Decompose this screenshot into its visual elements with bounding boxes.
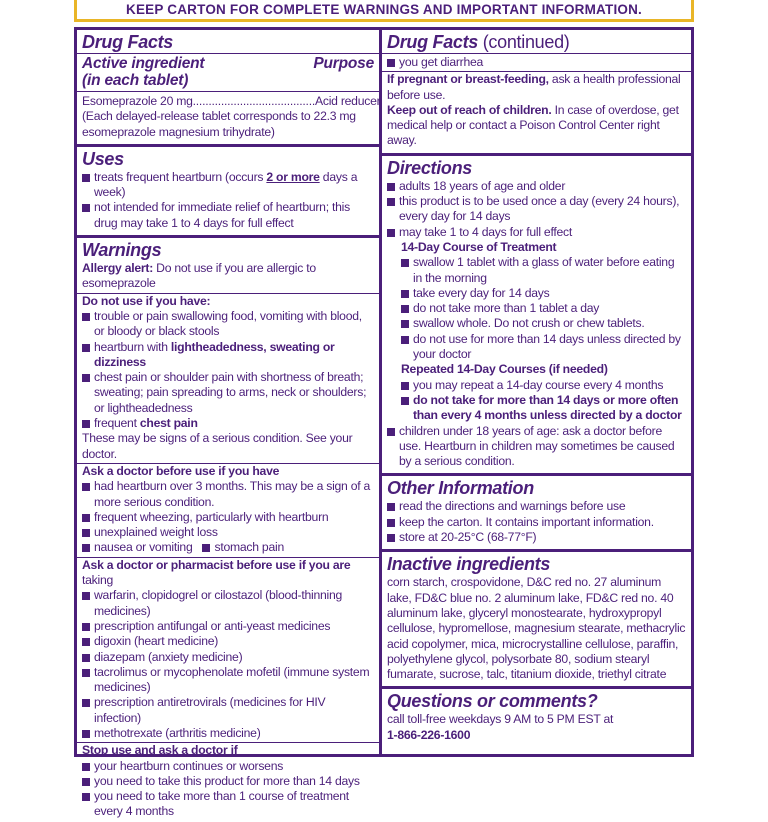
ask-doctor-list <box>82 479 374 540</box>
allergy-alert <box>77 261 379 294</box>
active-ingredient-section <box>77 30 379 147</box>
list-item: do not take for more than 14 days or more often than every 4 months unless directed by a doctor <box>401 393 686 424</box>
active-ingredient-heading: Active ingredient <box>82 55 205 72</box>
pharmacist-list <box>77 588 379 743</box>
children-text: In case of overdose, get medical help or contact a Poison Control Center right away. <box>387 102 679 148</box>
donot4-text: frequent <box>94 416 140 431</box>
list-item: warfarin, clopidogrel or cilostazol (blood-thinning medicines) <box>82 588 374 619</box>
list-item: take every day for 14 days <box>401 286 686 301</box>
ask-doctor-heading: Ask a doctor before use if you have <box>82 463 280 478</box>
list-item: digoxin (heart medicine) <box>82 634 374 649</box>
list-item: read the directions and warnings before use <box>387 499 686 514</box>
warning-banner <box>74 0 694 22</box>
pregnancy-text: ask a health professional before use. <box>387 72 681 102</box>
list-item: children under 18 years of age: ask a doctor before use. Heartburn in children may sometimes be caused by a serious condition. <box>387 424 686 470</box>
ingredient-purpose: Acid reducer <box>314 94 381 108</box>
list-item: nausea or vomiting <box>82 540 192 555</box>
list-item: not intended for immediate relief of heartburn; this drug may take 1 to 4 days for full effect <box>82 200 374 231</box>
drug-facts-title: Drug Facts <box>77 32 379 54</box>
uses-list <box>82 170 374 231</box>
list-item: do not use for more than 14 days unless directed by your doctor <box>401 332 686 363</box>
other-information-section <box>382 476 691 552</box>
list-item <box>82 170 374 201</box>
list-item: adults 18 years of age and older <box>387 179 686 194</box>
serious-condition-note: These may be signs of a serious condition. See your doctor. <box>77 431 379 464</box>
list-item <box>82 416 374 431</box>
course-heading: 14-Day Course of Treatment <box>401 239 557 254</box>
pharmacist-heading-tail: taking <box>82 573 114 588</box>
inactive-ingredients-section <box>382 552 691 689</box>
pregnancy-label: If pregnant or breast-feeding, <box>387 72 549 87</box>
list-item: chest pain or shoulder pain with shortness of breath; sweating; pain spreading to arms, neck or shoulders; or lightheadedness <box>82 370 374 416</box>
active-heading-row <box>82 55 374 72</box>
uses-item1-tail: days a week) <box>94 169 358 200</box>
list-item <box>82 340 374 371</box>
inactive-ingredients-text: corn starch, crospovidone, D&C red no. 27 aluminum lake, FD&C blue no. 2 aluminum lake, FD&C red no. 40 aluminum lake, glyceryl monostearate, hydroxypropyl cellulose, hypromellose, magnesium stearate, methacrylic acid copolymer, mica, microcrystalline cellulose, paraffin, polyethylene glycol, polysorbate 80, sodium stearyl fumarate, sucrose, talc, titanium dioxide, triethyl citrate <box>387 575 686 682</box>
allergy-label: Allergy alert: <box>82 261 154 276</box>
continued-section <box>382 30 691 156</box>
ask-doctor-split-row <box>77 540 379 557</box>
list-item: you need to take this product for more than 14 days <box>82 774 374 789</box>
drug-facts-left-panel <box>74 27 382 819</box>
list-item: may take 1 to 4 days for full effect <box>387 225 686 240</box>
uses-heading: Uses <box>82 148 124 169</box>
list-item: you may repeat a 14-day course every 4 months <box>401 378 686 393</box>
donot2-bold: lightheadedness, sweating or dizziness <box>94 339 335 369</box>
list-item: swallow 1 tablet with a glass of water before eating in the morning <box>401 255 686 286</box>
other-information-heading: Other Information <box>387 478 534 499</box>
list-item: frequent wheezing, particularly with heartburn <box>82 510 374 525</box>
list-item: keep the carton. It contains important information. <box>387 515 686 530</box>
repeat-list <box>401 378 686 424</box>
phone-number: 1-866-226-1600 <box>387 727 471 742</box>
warnings-section <box>77 238 379 822</box>
stop-use-list <box>82 759 374 820</box>
list-item: unexplained weight loss <box>82 525 374 540</box>
directions-section <box>382 156 691 477</box>
continued-title-text: Drug Facts <box>387 32 479 52</box>
uses-item1-bold: 2 or more <box>266 169 320 184</box>
list-item: trouble or pain swallowing food, vomiting with blood, or bloody or black stools <box>82 309 374 340</box>
ingredient-name: Esomeprazole 20 mg....................................... <box>82 94 315 108</box>
list-item: methotrexate (arthritis medicine) <box>82 726 374 741</box>
list-item: diazepam (anxiety medicine) <box>82 650 374 665</box>
ingredient-row <box>82 94 381 109</box>
list-item: this product is to be used once a day (every 24 hours), every day for 14 days <box>387 194 686 225</box>
do-not-use-list <box>82 309 374 431</box>
directions-list <box>387 179 686 240</box>
pharmacist-heading <box>82 558 374 589</box>
list-item: swallow whole. Do not crush or chew tablets. <box>401 316 686 331</box>
uses-section <box>77 147 379 238</box>
list-item: tacrolimus or mycophenolate mofetil (immune system medicines) <box>82 665 374 696</box>
ingredient-note: (Each delayed-release tablet corresponds to 22.3 mg esomeprazole magnesium trihydrate) <box>82 109 356 139</box>
questions-section <box>382 689 691 745</box>
inactive-ingredients-heading: Inactive ingredients <box>387 554 551 575</box>
drug-facts-continued-title <box>382 32 691 54</box>
children-warning <box>387 103 686 149</box>
list-item: prescription antiretrovirals (medicines for HIV infection) <box>82 695 374 726</box>
continued-list <box>382 55 691 72</box>
course-list <box>401 255 686 362</box>
list-item: had heartburn over 3 months. This may be a sign of a more serious condition. <box>82 479 374 510</box>
continued-title-suffix: (continued) <box>478 32 570 52</box>
directions-heading: Directions <box>387 157 473 178</box>
active-ingredient-subheading: (in each tablet) <box>77 72 379 92</box>
questions-heading: Questions or comments? <box>387 691 598 712</box>
do-not-use-heading: Do not use if you have: <box>82 293 211 308</box>
questions-text: call toll-free weekdays 9 AM to 5 PM EST at <box>387 712 614 727</box>
pharmacist-heading-bold: Ask a doctor or pharmacist before use if you are <box>82 557 351 572</box>
list-item: stomach pain <box>202 540 284 555</box>
directions-children-list <box>387 424 686 470</box>
purpose-heading: Purpose <box>313 55 374 72</box>
donot2-text: heartburn with <box>94 339 171 354</box>
list-item: do not take more than 1 tablet a day <box>401 301 686 316</box>
stop-use-heading: Stop use and ask a doctor if <box>82 743 238 758</box>
children-label: Keep out of reach of children. <box>387 102 552 117</box>
donot4-bold: chest pain <box>139 416 198 431</box>
banner-text: KEEP CARTON FOR COMPLETE WARNINGS AND IMPORTANT INFORMATION. <box>126 2 642 17</box>
repeat-heading: Repeated 14-Day Courses (if needed) <box>401 362 608 377</box>
uses-item1-text: treats frequent heartburn (occurs <box>94 169 267 184</box>
list-item: you get diarrhea <box>387 55 686 70</box>
allergy-text: Do not use if you are allergic to esomeprazole <box>82 261 316 291</box>
pregnancy-warning <box>387 72 686 103</box>
warnings-heading: Warnings <box>82 240 162 261</box>
list-item: prescription antifungal or anti-yeast medicines <box>82 619 374 634</box>
list-item: your heartburn continues or worsens <box>82 759 374 774</box>
list-item: you need to take more than 1 course of treatment every 4 months <box>82 789 374 820</box>
other-information-list <box>387 499 686 545</box>
list-item: store at 20-25°C (68-77°F) <box>387 530 686 545</box>
drug-facts-right-panel <box>382 27 694 757</box>
